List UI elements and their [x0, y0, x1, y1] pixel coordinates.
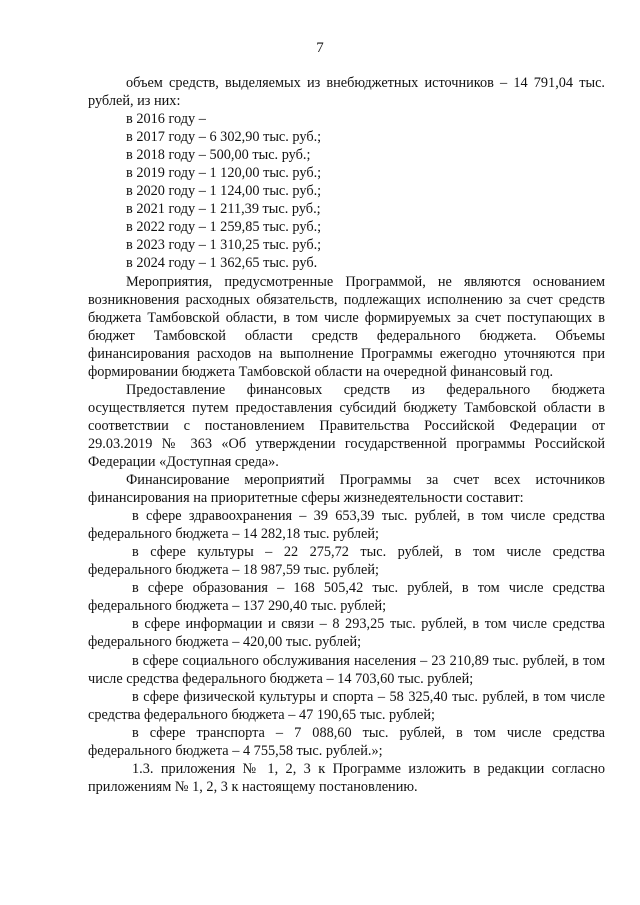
spheres-list [88, 507, 605, 760]
sphere-item: в сфере здравоохранения – 39 653,39 тыс. рублей, в том числе средства федерального бюджета – 14 282,18 тыс. рублей; [88, 508, 605, 543]
year-line: в 2018 году – 500,00 тыс. руб.; [126, 147, 311, 164]
financing-paragraph: Финансирование мероприятий Программы за счет всех источников финансирования на приоритетные сферы жизнедеятельности составит: [88, 472, 605, 507]
intro-paragraph: объем средств, выделяемых из внебюджетных источников – 14 791,04 тыс. рублей, из них: [88, 75, 605, 110]
page-number: 7 [316, 40, 324, 56]
year-line: в 2020 году – 1 124,00 тыс. руб.; [126, 183, 322, 200]
sphere-item: в сфере образования – 168 505,42 тыс. рублей, в том числе средства федерального бюджета – 137 290,40 тыс. рублей; [88, 580, 605, 615]
sphere-item: в сфере физической культуры и спорта – 58 325,40 тыс. рублей, в том числе средства федерального бюджета – 47 190,65 тыс. рублей; [88, 688, 605, 723]
year-line: в 2022 году – 1 259,85 тыс. руб.; [126, 219, 322, 236]
year-line: в 2024 году – 1 362,65 тыс. руб. [126, 255, 318, 272]
sphere-item: в сфере транспорта – 7 088,60 тыс. рублей, в том числе средства федерального бюджета – 4 755,58 тыс. рублей.»; [88, 724, 605, 759]
sphere-item: в сфере информации и связи – 8 293,25 тыс. рублей, в том числе средства федерального бюджета – 420,00 тыс. рублей; [88, 616, 605, 651]
clause-paragraph: 1.3. приложения № 1, 2, 3 к Программе изложить в редакции согласно приложениям № 1, 2, 3 к настоящему постановлению. [88, 760, 605, 795]
document-body [88, 74, 605, 796]
years-list [88, 110, 605, 272]
measures-paragraph: Мероприятия, предусмотренные Программой, не являются основанием возникновения расходных обязательств, подлежащих исполнению за счет средств бюджета Тамбовской области, в том числе формируемых за счет поступающих в бюджет Тамбовской области средств федерального бюджета. Объемы финансирования расходов на выполнение Программы ежегодно уточняются при формировании бюджета Тамбовской области на очередной финансовый год. [88, 273, 605, 380]
year-line: в 2017 году – 6 302,90 тыс. руб.; [126, 129, 322, 146]
federal-funding-paragraph: Предоставление финансовых средств из федерального бюджета осуществляется путем предоставления субсидий бюджету Тамбовской области в соответствии с постановлением Правительства Российской Федерации от 29.03.2019 № 363 «Об утверждении государственной программы Российской Федерации «Доступная среда». [88, 381, 605, 470]
year-line: в 2016 году – [126, 111, 206, 128]
sphere-item: в сфере культуры – 22 275,72 тыс. рублей, в том числе средства федерального бюджета – 18 987,59 тыс. рублей; [88, 544, 605, 579]
sphere-item: в сфере социального обслуживания населения – 23 210,89 тыс. рублей, в том числе средства федерального бюджета – 14 703,60 тыс. рублей; [88, 652, 605, 687]
year-line: в 2021 году – 1 211,39 тыс. руб.; [126, 201, 321, 218]
year-line: в 2019 году – 1 120,00 тыс. руб.; [126, 165, 322, 182]
year-line: в 2023 году – 1 310,25 тыс. руб.; [126, 237, 322, 254]
